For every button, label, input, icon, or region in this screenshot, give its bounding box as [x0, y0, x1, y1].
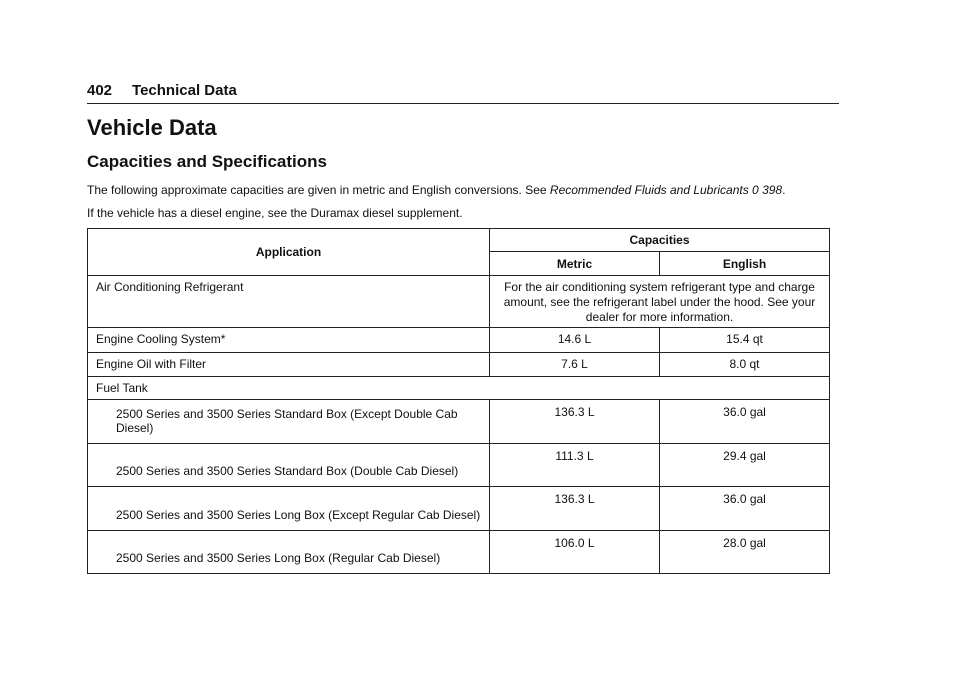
row-application: 2500 Series and 3500 Series Standard Box (Double Cab Diesel) — [88, 444, 490, 487]
row-metric: 7.6 L — [490, 353, 660, 377]
row-application: 2500 Series and 3500 Series Long Box (Except Regular Cab Diesel) — [88, 487, 490, 531]
table-row — [88, 444, 830, 487]
row-application: Fuel Tank — [88, 377, 830, 400]
table-row — [88, 531, 830, 574]
row-english: 36.0 gal — [660, 400, 830, 444]
intro-end: . — [782, 183, 786, 197]
table-row — [88, 328, 830, 353]
row-english: 15.4 qt — [660, 328, 830, 353]
row-application: Air Conditioning Refrigerant — [88, 276, 490, 328]
row-application: Engine Oil with Filter — [88, 353, 490, 377]
header-application: Application — [88, 229, 490, 276]
section-heading: Capacities and Specifications — [87, 152, 327, 171]
refrigerant-note: For the air conditioning system refrigerant type and charge amount, see the refrigerant label under the hood. See your dealer for more information. — [490, 276, 830, 328]
row-metric: 106.0 L — [490, 531, 660, 574]
intro-paragraph — [87, 182, 839, 199]
cross-reference-label: Recommended Fluids and Lubricants — [549, 183, 749, 197]
table-row — [88, 276, 830, 328]
row-application: Engine Cooling System* — [88, 328, 490, 353]
row-english: 28.0 gal — [660, 531, 830, 574]
header-capacities: Capacities — [490, 229, 830, 252]
row-metric: 136.3 L — [490, 400, 660, 444]
table-row — [88, 400, 830, 444]
page — [87, 80, 839, 574]
page-title: Vehicle Data — [87, 115, 217, 140]
capacities-table — [87, 228, 830, 574]
row-application: 2500 Series and 3500 Series Long Box (Regular Cab Diesel) — [88, 531, 490, 574]
row-metric: 136.3 L — [490, 487, 660, 531]
table-row — [88, 353, 830, 377]
row-english: 29.4 gal — [660, 444, 830, 487]
cross-reference-link[interactable] — [550, 183, 782, 197]
row-metric: 111.3 L — [490, 444, 660, 487]
header-english: English — [660, 252, 830, 276]
page-ref-arrow-icon: 0 — [752, 183, 759, 197]
page-number: 402 — [87, 82, 113, 99]
row-english: 36.0 gal — [660, 487, 830, 531]
table-row — [88, 487, 830, 531]
table-row — [88, 377, 830, 400]
section-title: Technical Data — [132, 82, 237, 99]
running-header — [87, 80, 839, 104]
row-english: 8.0 qt — [660, 353, 830, 377]
intro-text: The following approximate capacities are given in metric and English conversions. See — [87, 183, 547, 197]
page-ref: 398 — [762, 183, 783, 197]
row-metric: 14.6 L — [490, 328, 660, 353]
diesel-note: If the vehicle has a diesel engine, see the Duramax diesel supplement. — [87, 206, 463, 220]
row-application: 2500 Series and 3500 Series Standard Box (Except Double Cab Diesel) — [88, 400, 490, 444]
header-metric: Metric — [490, 252, 660, 276]
